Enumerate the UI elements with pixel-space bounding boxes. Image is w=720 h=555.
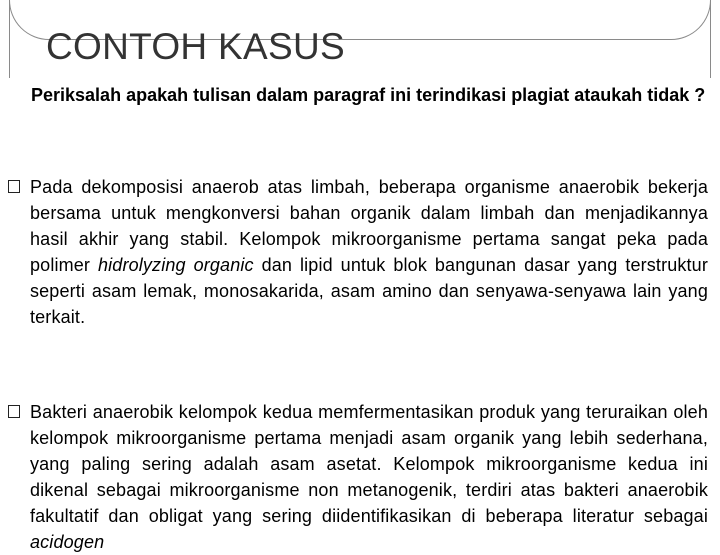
- intro-question: Periksalah apakah tulisan dalam paragraf ini terindikasi plagiat ataukah tidak ?: [31, 85, 706, 105]
- paragraph-1: [30, 174, 708, 330]
- page-title: CONTOH KASUS: [46, 26, 345, 67]
- paragraph-2-text-a: Bakteri anaerobik kelompok kedua memfermentasikan produk yang teruraikan oleh kelompok mikroorganisme pertama menjadi asam organik yang lebih sederhana, yang paling sering adalah asam asetat. Kelompok mikroorganisme kedua ini dikenal sebagai mikroorganisme non metanogenik, terdiri atas bakteri anaerobik fakultatif dan obligat yang sering diidentifikasikan di beberapa literatur sebagai: [30, 402, 708, 526]
- bullet-box-icon: [8, 180, 20, 193]
- paragraph-1-text-a: Pada dekomposisi anaerob atas limbah, beberapa organisme anaerobik bekerja bersama untuk mengkonversi bahan organik dalam limbah dan menjadikannya hasil akhir yang stabil. Kelompok mikroorganisme pertama sangat peka pada polimer: [30, 177, 708, 275]
- paragraph-2-italic: acidogen: [30, 532, 105, 552]
- paragraph-1-text-b: dan lipid untuk blok bangunan dasar yang terstruktur seperti asam lemak, monosakarida, asam amino dan senyawa-senyawa lain yang terkait.: [30, 255, 708, 327]
- bullet-box-icon: [8, 405, 20, 418]
- paragraph-1-italic: hidrolyzing organic: [97, 255, 254, 275]
- bullet-item-2: [8, 399, 708, 555]
- bullet-item-1: [8, 174, 708, 330]
- paragraph-2: [30, 399, 708, 555]
